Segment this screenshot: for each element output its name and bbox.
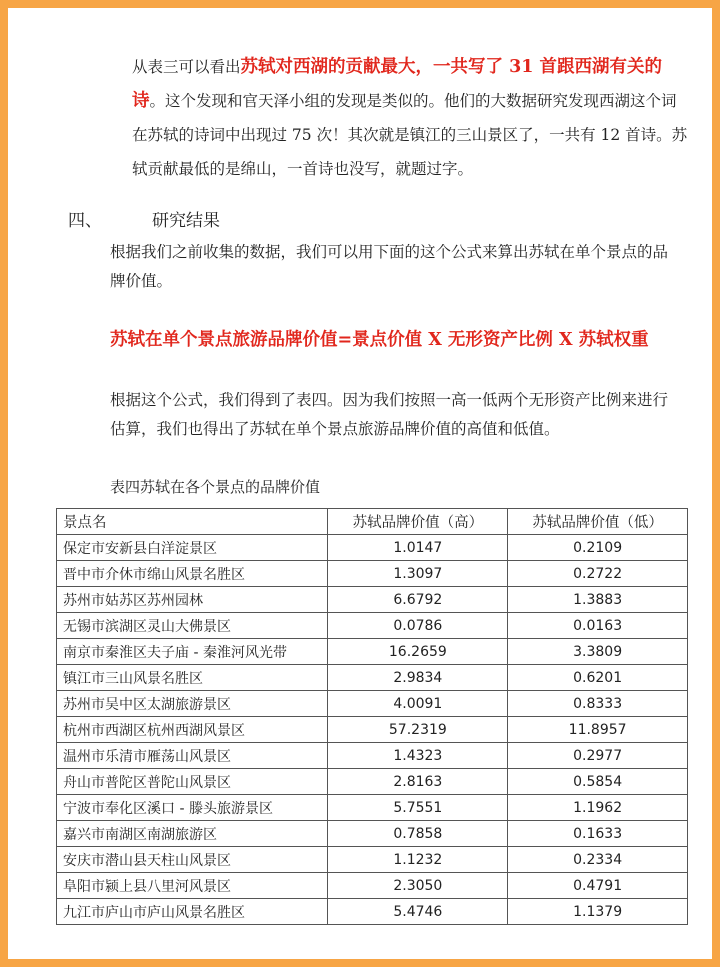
cell-value-low: 1.1379	[508, 899, 688, 925]
cell-scenic-spot: 南京市秦淮区夫子庙 - 秦淮河风光带	[57, 639, 328, 665]
cell-value-low: 0.2977	[508, 743, 688, 769]
highlight-text: 诗	[132, 91, 150, 111]
paragraph-1-line-1: 从表三可以看出苏轼对西湖的贡献最大，一共写了 31 首跟西湖有关的	[132, 57, 663, 77]
paragraph-1-line-3: 在苏轼的诗词中出现过 75 次！其次就是镇江的三山景区了，一共有 12 首诗。苏	[132, 126, 688, 144]
cell-value-high: 0.0786	[328, 613, 508, 639]
cell-scenic-spot: 阜阳市颍上县八里河风景区	[57, 873, 328, 899]
cell-value-high: 1.0147	[328, 535, 508, 561]
cell-scenic-spot: 镇江市三山风景名胜区	[57, 665, 328, 691]
cell-value-high: 57.2319	[328, 717, 508, 743]
cell-value-low: 11.8957	[508, 717, 688, 743]
table-row	[57, 587, 688, 613]
table-row	[57, 613, 688, 639]
cell-value-high: 1.3097	[328, 561, 508, 587]
section-number: 四、	[68, 211, 102, 231]
paragraph-2: 根据我们之前收集的数据，我们可以用下面的这个公式来算出苏轼在单个景点的品牌价值。	[110, 243, 669, 290]
cell-scenic-spot: 杭州市西湖区杭州西湖风景区	[57, 717, 328, 743]
cell-value-high: 2.8163	[328, 769, 508, 795]
cell-scenic-spot: 苏州市姑苏区苏州园林	[57, 587, 328, 613]
cell-scenic-spot: 九江市庐山市庐山风景名胜区	[57, 899, 328, 925]
table-row	[57, 899, 688, 925]
cell-value-low: 0.8333	[508, 691, 688, 717]
cell-value-low: 0.5854	[508, 769, 688, 795]
cell-value-low: 3.3809	[508, 639, 688, 665]
table-row	[57, 665, 688, 691]
cell-value-high: 6.6792	[328, 587, 508, 613]
table-row	[57, 743, 688, 769]
cell-value-low: 0.2722	[508, 561, 688, 587]
cell-value-high: 1.4323	[328, 743, 508, 769]
cell-value-low: 0.2334	[508, 847, 688, 873]
table-row	[57, 873, 688, 899]
cell-value-high: 5.7551	[328, 795, 508, 821]
cell-scenic-spot: 嘉兴市南湖区南湖旅游区	[57, 821, 328, 847]
paragraph-1-line-2: 诗。这个发现和官天泽小组的发现是类似的。他们的大数据研究发现西湖这个词	[132, 91, 677, 111]
paragraph-3: 根据这个公式，我们得到了表四。因为我们按照一高一低两个无形资产比例来进行估算，我们也得出了苏轼在单个景点旅游品牌价值的高值和低值。	[110, 391, 669, 438]
cell-value-high: 2.9834	[328, 665, 508, 691]
table-header-row	[57, 509, 688, 535]
highlight-text: 苏轼对西湖的贡献最大，一共写了 31 首跟西湖有关的	[240, 57, 663, 77]
header-scenic-spot: 景点名	[57, 509, 328, 535]
table-row	[57, 561, 688, 587]
cell-value-high: 0.7858	[328, 821, 508, 847]
cell-scenic-spot: 温州市乐清市雁荡山风景区	[57, 743, 328, 769]
paragraph-1	[132, 50, 688, 186]
table-row	[57, 821, 688, 847]
table-row	[57, 691, 688, 717]
formula: 苏轼在单个景点旅游品牌价值=景点价值 X 无形资产比例 X 苏轼权重	[110, 330, 649, 350]
cell-value-low: 0.1633	[508, 821, 688, 847]
paragraph-1-line-4: 轼贡献最低的是绵山，一首诗也没写，就题过字。	[132, 160, 474, 178]
cell-value-low: 0.6201	[508, 665, 688, 691]
cell-value-high: 16.2659	[328, 639, 508, 665]
cell-value-low: 1.3883	[508, 587, 688, 613]
cell-value-high: 2.3050	[328, 873, 508, 899]
table-row	[57, 769, 688, 795]
header-value-low: 苏轼品牌价值（低）	[508, 509, 688, 535]
table-caption: 表四苏轼在各个景点的品牌价值	[110, 478, 321, 496]
cell-value-low: 0.0163	[508, 613, 688, 639]
cell-value-low: 0.4791	[508, 873, 688, 899]
cell-scenic-spot: 宁波市奉化区溪口 - 滕头旅游景区	[57, 795, 328, 821]
brand-value-table	[56, 508, 688, 925]
document-page	[8, 8, 712, 959]
section-heading	[68, 206, 220, 231]
header-value-high: 苏轼品牌价值（高）	[328, 509, 508, 535]
cell-value-high: 1.1232	[328, 847, 508, 873]
table-row	[57, 847, 688, 873]
table-row	[57, 717, 688, 743]
cell-value-high: 5.4746	[328, 899, 508, 925]
cell-scenic-spot: 舟山市普陀区普陀山风景区	[57, 769, 328, 795]
cell-value-low: 0.2109	[508, 535, 688, 561]
cell-scenic-spot: 无锡市滨湖区灵山大佛景区	[57, 613, 328, 639]
cell-scenic-spot: 安庆市潜山县天柱山风景区	[57, 847, 328, 873]
cell-value-low: 1.1962	[508, 795, 688, 821]
cell-scenic-spot: 苏州市吴中区太湖旅游景区	[57, 691, 328, 717]
table-row	[57, 795, 688, 821]
cell-scenic-spot: 晋中市介休市绵山风景名胜区	[57, 561, 328, 587]
table-row	[57, 535, 688, 561]
section-title: 研究结果	[152, 211, 220, 231]
cell-value-high: 4.0091	[328, 691, 508, 717]
cell-scenic-spot: 保定市安新县白洋淀景区	[57, 535, 328, 561]
table-row	[57, 639, 688, 665]
